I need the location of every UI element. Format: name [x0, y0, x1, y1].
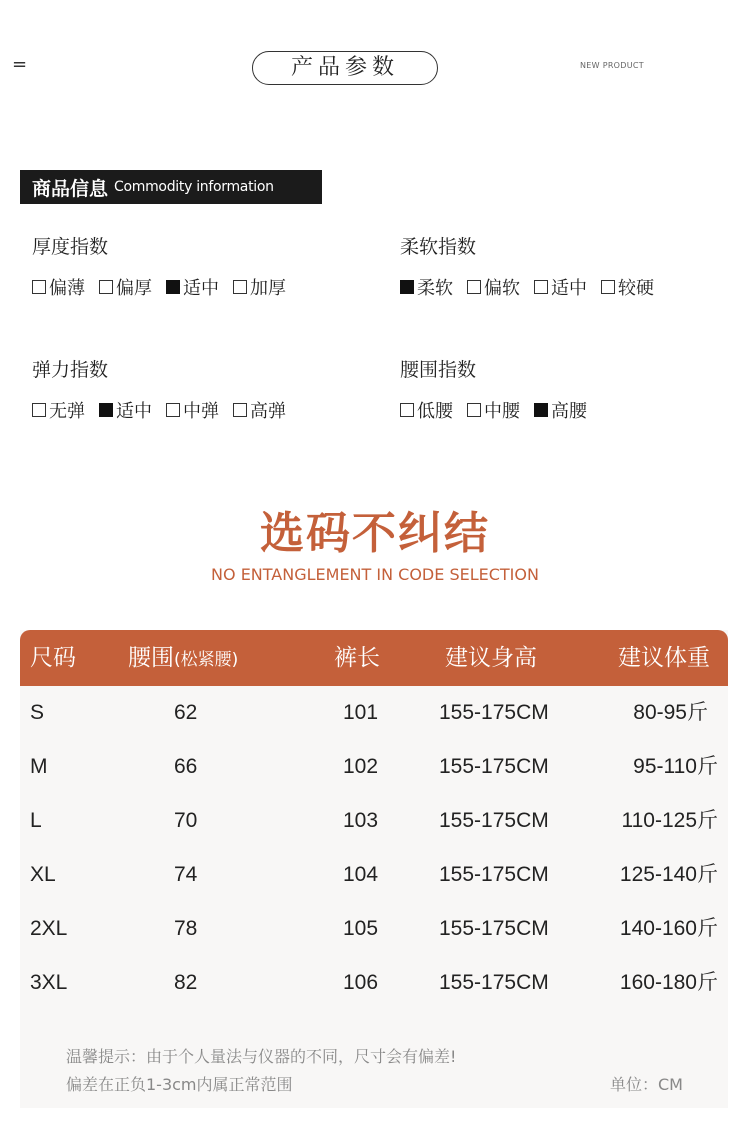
header-weight: 建议体重: [618, 645, 710, 671]
checkbox-icon: [601, 280, 615, 294]
cell-weight: 110-125斤: [621, 809, 718, 832]
cell-height: 155-175CM: [439, 971, 549, 994]
option-item: [534, 397, 587, 423]
checkbox-icon: [467, 403, 481, 417]
option-item: [400, 274, 453, 300]
option-item: [233, 274, 286, 300]
option-label: 偏薄: [49, 278, 85, 299]
checkbox-icon: [400, 403, 414, 417]
checkbox-icon: [166, 403, 180, 417]
option-item: [534, 274, 587, 300]
softness-index-title: 柔软指数: [400, 236, 477, 258]
checkbox-icon: [233, 280, 247, 294]
cell-waist: 82: [174, 971, 198, 994]
cell-weight: 125-140斤: [619, 863, 718, 886]
option-label: 中弹: [183, 401, 219, 422]
checkbox-icon: [467, 280, 481, 294]
option-label: 高腰: [551, 401, 587, 422]
table-row: [20, 902, 728, 956]
option-label: 适中: [183, 278, 219, 299]
banner-title-en: Commodity information: [114, 179, 274, 195]
commodity-info-banner: [20, 170, 322, 204]
menu-icon[interactable]: =: [12, 54, 28, 75]
cell-length: 105: [343, 917, 379, 940]
option-item: [233, 397, 286, 423]
cell-weight: 140-160斤: [619, 917, 718, 940]
option-label: 高弹: [250, 401, 286, 422]
table-row: [20, 848, 728, 902]
note-unit: 单位：CM: [610, 1075, 683, 1094]
note-tip: 温馨提示：由于个人量法与仪器的不同，尺寸会有偏差!: [66, 1047, 457, 1066]
waist-options: [400, 397, 601, 423]
option-label: 低腰: [417, 401, 453, 422]
cell-size: 2XL: [30, 917, 68, 940]
cell-weight: 160-180斤: [619, 971, 718, 994]
cell-height: 155-175CM: [439, 701, 549, 724]
elasticity-index-title: 弹力指数: [32, 359, 109, 381]
checked-box-icon: [99, 403, 113, 417]
waist-index-title: 腰围指数: [400, 359, 477, 381]
size-section-subtitle: NO ENTANGLEMENT IN CODE SELECTION: [211, 565, 539, 584]
option-item: [601, 274, 654, 300]
checkbox-icon: [32, 280, 46, 294]
note-tolerance: 偏差在正负1-3cm内属正常范围: [66, 1075, 293, 1094]
option-label: 无弹: [49, 401, 85, 422]
header-size: 尺码: [30, 645, 76, 671]
checked-box-icon: [400, 280, 414, 294]
option-label: 适中: [551, 278, 587, 299]
option-item: [166, 397, 219, 423]
option-label: 较硬: [618, 278, 654, 299]
cell-waist: 66: [174, 755, 198, 778]
option-label: 中腰: [484, 401, 520, 422]
option-item: [32, 274, 85, 300]
new-product-tag: NEW PRODUCT: [580, 61, 644, 70]
thickness-options: [32, 274, 300, 300]
option-label: 偏厚: [116, 278, 152, 299]
table-row: [20, 740, 728, 794]
page-title: 产品参数: [252, 51, 438, 85]
cell-height: 155-175CM: [439, 863, 549, 886]
cell-length: 104: [343, 863, 379, 886]
cell-size: L: [30, 809, 42, 832]
checkbox-icon: [534, 280, 548, 294]
cell-height: 155-175CM: [439, 809, 549, 832]
cell-size: M: [30, 755, 48, 778]
header-height: 建议身高: [445, 645, 537, 671]
cell-waist: 78: [174, 917, 198, 940]
checkbox-icon: [32, 403, 46, 417]
header-waist-label: 腰围: [128, 645, 174, 671]
option-label: 偏软: [484, 278, 520, 299]
checkbox-icon: [233, 403, 247, 417]
cell-weight: 95-110斤: [633, 755, 718, 778]
header-waist-note: (松紧腰): [174, 650, 239, 670]
header-waist: [128, 630, 238, 688]
size-section-title: 选码不纠结: [260, 508, 490, 559]
checkbox-icon: [99, 280, 113, 294]
cell-size: S: [30, 701, 45, 724]
option-item: [99, 274, 152, 300]
cell-waist: 70: [174, 809, 198, 832]
option-item: [467, 274, 520, 300]
cell-length: 102: [343, 755, 379, 778]
banner-title-cn: 商品信息: [32, 177, 109, 200]
option-label: 柔软: [417, 278, 453, 299]
option-item: [166, 274, 219, 300]
cell-waist: 74: [174, 863, 198, 886]
cell-length: 106: [343, 971, 379, 994]
cell-height: 155-175CM: [439, 755, 549, 778]
elasticity-options: [32, 397, 300, 423]
table-row: [20, 686, 728, 740]
thickness-index-title: 厚度指数: [32, 236, 109, 258]
header-length: 裤长: [334, 645, 380, 671]
softness-options: [400, 274, 668, 300]
cell-height: 155-175CM: [439, 917, 549, 940]
checked-box-icon: [166, 280, 180, 294]
option-item: [32, 397, 85, 423]
size-table: [20, 630, 728, 1108]
option-label: 加厚: [250, 278, 286, 299]
size-table-header: [20, 630, 728, 686]
cell-size: XL: [30, 863, 56, 886]
cell-waist: 62: [174, 701, 198, 724]
option-item: [99, 397, 152, 423]
cell-length: 103: [343, 809, 379, 832]
checked-box-icon: [534, 403, 548, 417]
table-row: [20, 956, 728, 1010]
option-label: 适中: [116, 401, 152, 422]
option-item: [467, 397, 520, 423]
option-item: [400, 397, 453, 423]
cell-size: 3XL: [30, 971, 68, 994]
cell-weight: 80-95斤: [633, 701, 708, 724]
cell-length: 101: [343, 701, 379, 724]
table-row: [20, 794, 728, 848]
